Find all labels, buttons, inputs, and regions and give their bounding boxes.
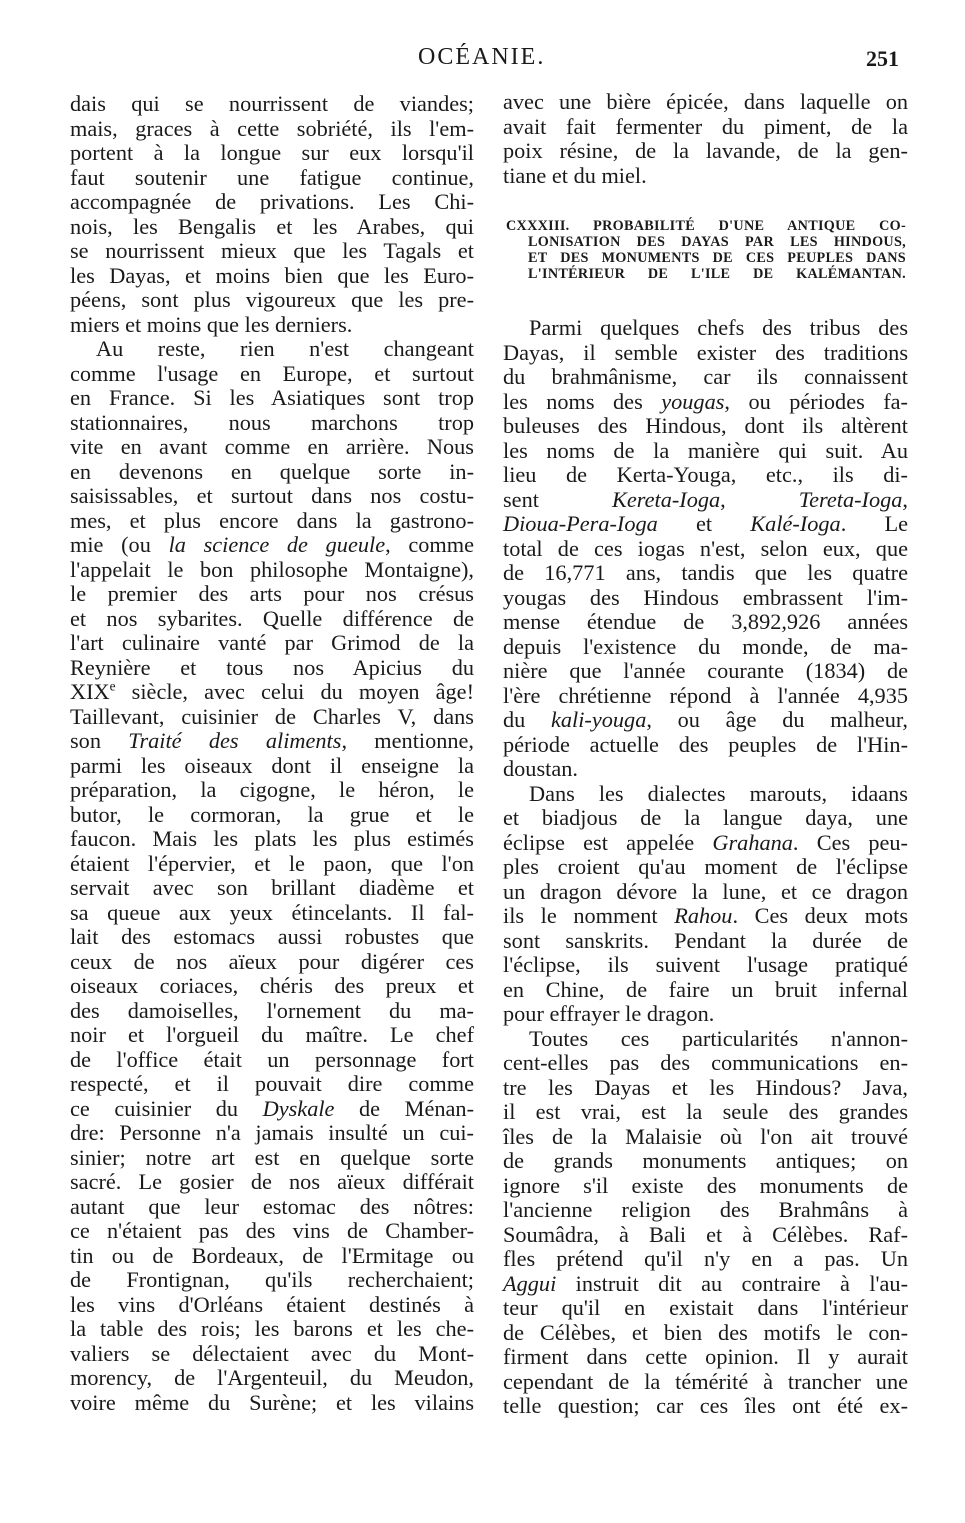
text-segment: ples croient qu'au moment de l'éclipse <box>503 854 908 879</box>
text-line <box>70 1170 474 1195</box>
text-line <box>503 1223 908 1248</box>
text-line <box>70 778 474 803</box>
text-line <box>70 460 474 485</box>
text-line <box>70 1097 474 1122</box>
text-segment: faucon. Mais les plats les plus estimés <box>70 826 474 851</box>
text-segment: l'ère chrétienne répond à l'année 4,935 <box>503 682 908 708</box>
text-segment: en Chine, de faire un bruit infernal <box>503 976 908 1002</box>
text-line <box>70 631 474 656</box>
text-line <box>503 586 908 611</box>
text-line <box>70 386 474 411</box>
text-segment: respecté, et il pouvait dire comme <box>70 1071 474 1096</box>
paragraph <box>503 1027 908 1419</box>
text-line <box>70 803 474 828</box>
text-line <box>70 901 474 926</box>
text-line <box>70 92 474 117</box>
text-line <box>503 365 908 390</box>
text-segment: l'art culinaire vanté par Grimod de la <box>70 630 474 655</box>
right-column-continuation <box>503 90 908 188</box>
text-line <box>503 115 908 140</box>
text-line <box>70 215 474 240</box>
text-segment: sacré. Le gosier de nos aïeux différait <box>70 1169 474 1194</box>
text-segment: période actuelle des peuples de l'Hin- <box>503 731 908 757</box>
text-segment: butor, le cormoran, la grue et le <box>70 801 474 827</box>
text-segment: péens, sont plus vigoureux que les pre- <box>70 287 474 312</box>
text-segment: tin ou de Bordeaux, de l'Ermitage ou <box>70 1242 474 1268</box>
italic-segment: yougas <box>661 388 725 414</box>
text-segment: teur qu'il en existait dans l'intérieur <box>503 1295 908 1320</box>
text-line <box>70 239 474 264</box>
running-head <box>0 44 965 74</box>
text-line <box>503 1051 908 1076</box>
text-segment: ignore s'il existe des monuments de <box>503 1172 908 1198</box>
text-segment: tre les Dayas et les Hindous? Java, <box>503 1074 908 1100</box>
text-line <box>503 1076 908 1101</box>
text-segment: Parmi quelques chefs des tribus des <box>529 315 908 340</box>
text-line <box>70 1072 474 1097</box>
text-segment: . Le <box>840 511 908 536</box>
text-line <box>70 950 474 975</box>
text-segment: autant que leur estomac des nôtres: <box>70 1193 474 1219</box>
text-segment: fles prétend qu'il n'y en a pas. Un <box>503 1246 908 1271</box>
text-line <box>70 852 474 877</box>
text-segment: sont sanskrits. Pendant la durée de <box>503 927 908 953</box>
text-segment: saisissables, et surtout dans nos costu- <box>70 483 474 508</box>
text-line <box>503 1198 908 1223</box>
text-segment: avec une bière épicée, dans laquelle on <box>503 89 908 114</box>
text-segment: et <box>657 511 751 536</box>
text-segment: Dans les dialectes marouts, idaans <box>529 780 908 806</box>
text-segment: , mentionne, <box>341 728 474 753</box>
text-line <box>503 1394 908 1419</box>
page-number: 251 <box>866 46 899 71</box>
text-segment: l'éclipse, ils suivent l'usage pratiqué <box>503 952 908 977</box>
text-segment: buleuses des Hindous, dont ils altèrent <box>503 413 908 438</box>
text-line <box>70 1121 474 1146</box>
paragraph <box>70 92 474 337</box>
text-line <box>70 754 474 779</box>
text-segment: se nourrissent mieux que les Tagals et <box>70 238 474 263</box>
italic-segment: Dioua-Pera-Ioga <box>503 511 658 536</box>
text-segment: yougas des Hindous embrassent l'im- <box>503 584 908 610</box>
text-line <box>503 782 908 807</box>
text-segment: vite en avant comme en arrière. Nous <box>70 434 474 459</box>
text-segment: le premier des arts pour nos crésus <box>70 581 474 606</box>
text-segment: Au reste, rien n'est changeant <box>96 336 474 361</box>
text-segment: firment dans cette opinion. Il y aurait <box>503 1344 908 1369</box>
text-segment: lieu de Kerta-Youga, etc., ils di- <box>503 462 908 487</box>
text-segment: dais qui se nourrissent de viandes; <box>70 91 474 116</box>
text-line <box>70 1219 474 1244</box>
text-line <box>70 1342 474 1367</box>
text-segment: sa queue aux yeux étincelants. Il fal- <box>70 899 474 925</box>
text-segment: depuis l'existence du monde, de ma- <box>503 633 908 659</box>
text-line <box>70 1268 474 1293</box>
text-segment: l'ancienne religion des Brahmâns à <box>503 1197 908 1222</box>
paragraph <box>503 782 908 1027</box>
text-line <box>70 141 474 166</box>
text-segment: sinier; notre art est en quelque sorte <box>70 1144 474 1170</box>
text-segment: faut soutenir une fatigue continue, <box>70 164 474 190</box>
text-segment: il est vrai, est la seule des grandes <box>503 1099 908 1124</box>
text-line <box>70 999 474 1024</box>
text-line <box>503 978 908 1003</box>
text-line <box>70 729 474 754</box>
text-segment: . Ces peu- <box>792 829 908 855</box>
text-segment: parmi les oiseaux dont il enseigne la <box>70 752 474 778</box>
text-line <box>503 390 908 415</box>
text-segment: ce cuisinier du <box>70 1095 263 1121</box>
italic-segment: Kalé-Ioga <box>750 511 841 536</box>
text-line <box>70 313 474 338</box>
text-line <box>70 1391 474 1416</box>
text-segment: , ou périodes fa- <box>724 388 908 414</box>
text-segment: de 16,771 ans, tandis que les quatre <box>503 560 908 585</box>
text-segment: son <box>70 728 129 753</box>
text-segment: îles de la Malaisie où l'on ait trouvé <box>503 1123 908 1149</box>
text-segment: de Frontignan, qu'ils recherchaient; <box>70 1267 474 1292</box>
text-segment: des damoiselles, l'ornement du ma- <box>70 997 474 1023</box>
text-segment: stationnaires, nous marchons trop <box>70 409 474 435</box>
text-segment: cependant de la témérité à trancher une <box>503 1368 908 1394</box>
text-segment: mes, et plus encore dans la gastrono- <box>70 507 474 533</box>
text-line <box>503 316 908 341</box>
text-segment: . Ces deux mots <box>732 903 908 928</box>
paragraph <box>70 337 474 1415</box>
text-line <box>503 904 908 929</box>
text-line <box>503 757 908 782</box>
text-line <box>70 337 474 362</box>
italic-segment: Tereta-Ioga <box>798 486 903 512</box>
text-segment: Toutes ces particularités n'annon- <box>529 1025 908 1051</box>
text-line <box>70 1048 474 1073</box>
text-line <box>503 1149 908 1174</box>
text-segment: et nos sybarites. Quelle différence de <box>70 605 474 631</box>
text-line <box>503 831 908 856</box>
text-line <box>503 708 908 733</box>
text-segment: tiane et du miel. <box>503 162 647 188</box>
text-segment: ce n'étaient pas des vins de Chamber- <box>70 1218 474 1243</box>
text-line <box>70 1244 474 1269</box>
italic-segment: kali-youga <box>551 707 647 732</box>
text-line <box>70 558 474 583</box>
text-segment: , <box>902 486 908 512</box>
text-segment: pour effrayer le dragon. <box>503 1001 715 1026</box>
text-line <box>70 876 474 901</box>
text-line <box>70 705 474 730</box>
heading-line: ET DES MONUMENTS DE CES PEUPLES DANS <box>528 250 906 266</box>
superscript: e <box>109 678 116 694</box>
text-segment: de grands monuments antiques; on <box>503 1148 908 1173</box>
text-segment: de Ménan- <box>334 1095 474 1121</box>
text-line <box>503 139 908 164</box>
text-line <box>70 1146 474 1171</box>
text-segment: mense étendue de 3,892,926 années <box>503 609 908 634</box>
paragraph <box>503 316 908 782</box>
text-segment: Soumâdra, à Bali et à Célèbes. Raf- <box>503 1221 908 1247</box>
text-segment: et biadjous de la langue daya, une <box>503 805 908 830</box>
text-segment: valiers se délectaient avec du Mont- <box>70 1340 474 1366</box>
text-line <box>503 1321 908 1346</box>
italic-segment: Dyskale <box>262 1095 335 1121</box>
text-line <box>503 1345 908 1370</box>
text-segment: ceux de nos aïeux pour digérer ces <box>70 948 474 974</box>
text-line <box>503 806 908 831</box>
text-segment: Reynière et tous nos Apicius du <box>70 654 474 680</box>
text-line <box>503 164 908 189</box>
heading-line: LONISATION DES DAYAS PAR LES HINDOUS, <box>528 234 906 250</box>
text-segment: du brahmânisme, car ils connaissent <box>503 364 908 389</box>
text-line <box>503 90 908 115</box>
text-line <box>70 607 474 632</box>
running-title: OCÉANIE. <box>418 44 546 70</box>
text-segment: en devenons en quelque sorte in- <box>70 458 474 484</box>
text-segment: voire même du Surène; et les vilains <box>70 1389 474 1415</box>
italic-segment: la science de gueule <box>168 532 386 557</box>
italic-segment: Rahou <box>674 903 733 928</box>
text-segment: mie (ou <box>70 532 169 557</box>
section-heading <box>506 218 906 282</box>
paragraph <box>503 90 908 188</box>
text-line <box>503 439 908 464</box>
text-segment: préparation, la cigogne, le héron, le <box>70 777 474 802</box>
text-line <box>503 659 908 684</box>
text-segment: l'appelait le bon philosophe Montaigne), <box>70 556 474 582</box>
text-line <box>503 684 908 709</box>
text-segment: nière que l'année courante (1834) de <box>503 658 908 683</box>
text-segment: les Dayas, et moins bien que les Euro- <box>70 262 474 288</box>
text-segment: noir et l'orgueil du maître. Le chef <box>70 1022 474 1047</box>
text-segment: de Célèbes, et bien des motifs le con- <box>503 1319 908 1345</box>
text-line <box>503 880 908 905</box>
text-line <box>70 974 474 999</box>
text-line <box>503 1100 908 1125</box>
text-line <box>70 656 474 681</box>
text-segment: dre: Personne n'a jamais insulté un cui- <box>70 1120 474 1145</box>
text-line <box>503 1296 908 1321</box>
text-line <box>70 117 474 142</box>
text-line <box>70 1366 474 1391</box>
text-line <box>503 1002 908 1027</box>
text-segment: doustan. <box>503 756 578 781</box>
text-line <box>503 929 908 954</box>
text-segment: , comme <box>385 532 474 557</box>
text-segment: avait fait fermenter du piment, de la <box>503 113 908 139</box>
text-line <box>503 855 908 880</box>
text-line <box>503 1247 908 1272</box>
text-line <box>70 484 474 509</box>
text-segment: en France. Si les Asiatiques sont trop <box>70 385 474 410</box>
text-line <box>70 925 474 950</box>
text-line <box>503 341 908 366</box>
text-segment: comme l'usage en Europe, et surtout <box>70 360 474 386</box>
text-segment: XIX <box>70 679 110 704</box>
text-segment: morency, de l'Argenteuil, du Meudon, <box>70 1365 474 1390</box>
text-line <box>70 1317 474 1342</box>
text-line <box>70 1195 474 1220</box>
text-segment: , <box>720 486 799 512</box>
text-segment: du <box>503 707 551 732</box>
text-line <box>70 533 474 558</box>
text-line <box>70 264 474 289</box>
text-segment: les noms des <box>503 388 662 414</box>
text-segment: Taillevant, cuisinier de Charles V, dans <box>70 703 474 729</box>
text-line <box>503 610 908 635</box>
text-segment: mais, graces à cette sobriété, ils l'em- <box>70 115 474 141</box>
text-segment: éclipse est appelée <box>503 829 713 855</box>
text-line <box>70 1023 474 1048</box>
text-segment: les vins d'Orléans étaient destinés à <box>70 1291 474 1317</box>
text-line <box>503 953 908 978</box>
text-segment: oiseaux coriaces, chéris des preux et <box>70 973 474 998</box>
italic-segment: Traité des aliments <box>128 728 342 753</box>
text-segment: étaient l'épervier, et le paon, que l'on <box>70 850 474 876</box>
text-line <box>503 414 908 439</box>
text-segment: de l'office était un personnage fort <box>70 1046 474 1072</box>
text-segment: accompagnée de privations. Les Chi- <box>70 189 474 214</box>
text-line <box>503 1370 908 1395</box>
text-segment: instruit dit au contraire à l'au- <box>556 1270 908 1296</box>
text-line <box>70 190 474 215</box>
text-segment: poix résine, de la lavande, de la gen- <box>503 138 908 163</box>
left-column <box>70 92 474 1415</box>
italic-segment: Kereta-Ioga <box>611 486 721 512</box>
heading-line: CXXXIII. PROBABILITÉ D'UNE ANTIQUE CO- <box>506 218 906 234</box>
text-segment: lait des estomacs aussi robustes que <box>70 924 474 949</box>
text-line <box>70 166 474 191</box>
text-line <box>70 509 474 534</box>
text-line <box>70 435 474 460</box>
text-segment: siècle, avec celui du moyen âge! <box>115 679 474 704</box>
text-line <box>70 582 474 607</box>
text-line <box>70 827 474 852</box>
text-segment: sent <box>503 486 612 512</box>
heading-line: L'INTÉRIEUR DE L'ILE DE KALÉMANTAN. <box>528 266 906 282</box>
text-segment: , ou âge du malheur, <box>646 707 908 732</box>
italic-segment: Aggui <box>503 1270 557 1296</box>
text-line <box>503 537 908 562</box>
text-segment: portent à la longue sur eux lorsqu'il <box>70 140 474 165</box>
text-segment: la table des rois; les barons et les che- <box>70 1316 474 1341</box>
text-line <box>503 512 908 537</box>
text-line <box>503 1027 908 1052</box>
text-line <box>70 362 474 387</box>
text-segment: les noms de la manière qui suit. Au <box>503 437 908 463</box>
text-segment: total de ces iogas n'est, selon eux, que <box>503 535 908 561</box>
text-line <box>503 1174 908 1199</box>
text-line <box>503 1272 908 1297</box>
text-line <box>503 1125 908 1150</box>
text-line <box>70 680 474 705</box>
text-line <box>503 488 908 513</box>
text-segment: servait avec son brillant diadème et <box>70 875 474 900</box>
text-line <box>70 411 474 436</box>
text-segment: un dragon dévore la lune, et ce dragon <box>503 878 908 904</box>
text-segment: nois, les Bengalis et les Arabes, qui <box>70 213 474 239</box>
text-line <box>70 1293 474 1318</box>
text-line <box>503 463 908 488</box>
italic-segment: Grahana <box>712 829 793 855</box>
text-line <box>70 288 474 313</box>
text-line <box>503 733 908 758</box>
right-column <box>503 316 908 1419</box>
text-segment: Dayas, il semble exister des traditions <box>503 339 908 365</box>
text-segment: ils le nomment <box>503 903 675 928</box>
text-segment: telle question; car ces îles ont été ex- <box>503 1393 908 1418</box>
text-segment: cent-elles pas des communications en- <box>503 1050 908 1075</box>
text-line <box>503 561 908 586</box>
text-segment: miers et moins que les derniers. <box>70 311 353 337</box>
text-line <box>503 635 908 660</box>
